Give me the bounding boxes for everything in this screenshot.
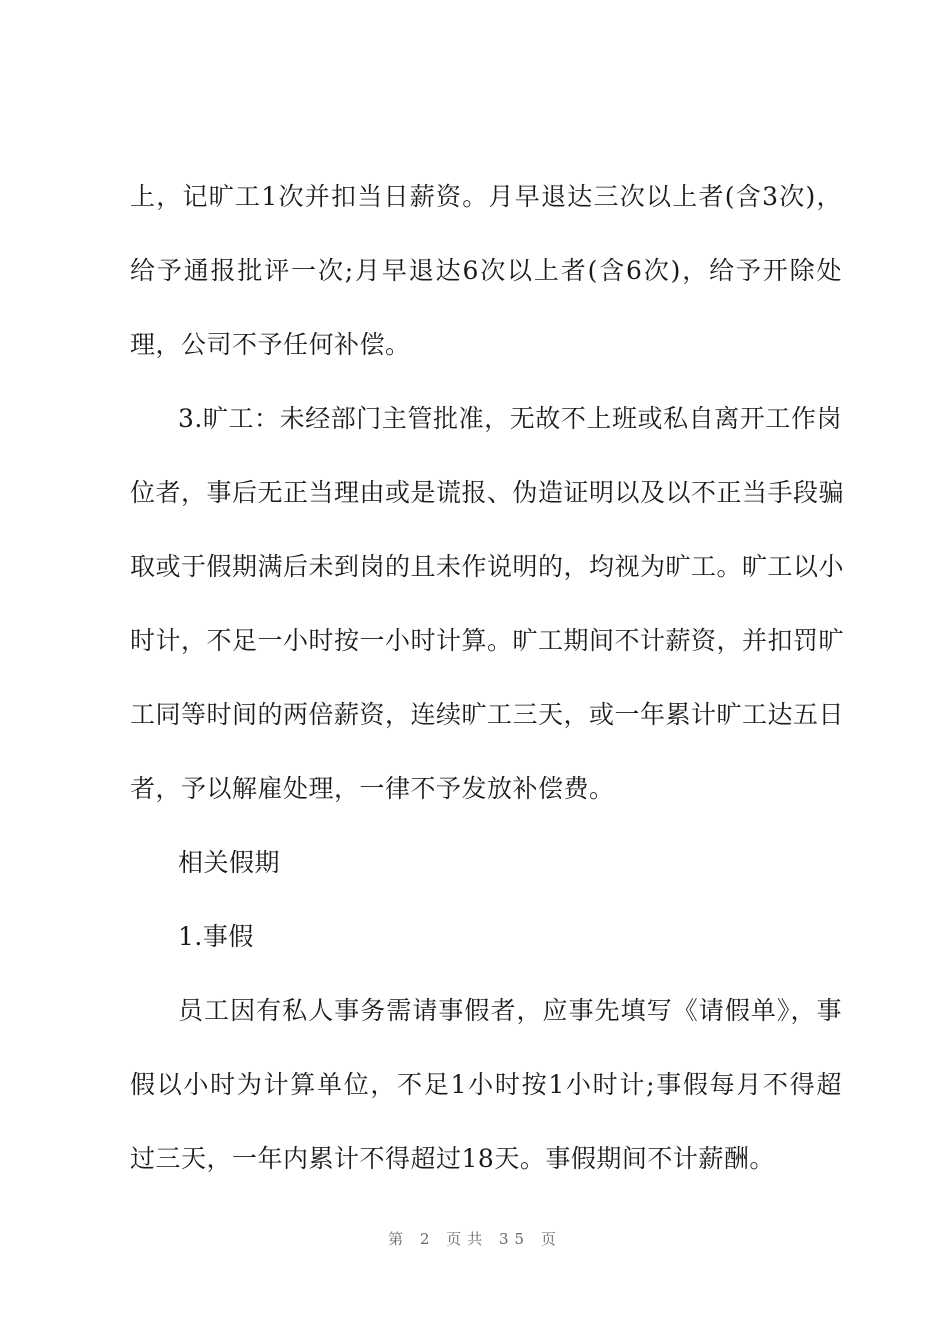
paragraph-line: 假以小时为计算单位，不足1小时按1小时计;事假每月不得超 (130, 1070, 842, 1099)
section-subheading: 1.事假 (178, 922, 254, 951)
paragraph-line: 3.旷工：未经部门主管批准，无故不上班或私自离开工作岗 (178, 404, 842, 433)
paragraph-line: 取或于假期满后未到岗的且未作说明的，均视为旷工。旷工以小 (130, 552, 845, 581)
paragraph-line: 上，记旷工1次并扣当日薪资。月早退达三次以上者(含3次)， (130, 182, 842, 211)
paragraph-line: 员工因有私人事务需请事假者，应事先填写《请假单》，事 (178, 996, 842, 1025)
paragraph-line: 过三天，一年内累计不得超过18天。事假期间不计薪酬。 (130, 1144, 775, 1173)
paragraph-line: 给予通报批评一次;月早退达6次以上者(含6次)，给予开除处 (130, 256, 842, 285)
paragraph-line: 者，予以解雇处理，一律不予发放补偿费。 (130, 774, 615, 803)
paragraph-line: 时计，不足一小时按一小时计算。旷工期间不计薪资，并扣罚旷 (130, 626, 845, 655)
paragraph-line: 位者，事后无正当理由或是谎报、伪造证明以及以不正当手段骗 (130, 478, 845, 507)
paragraph-line: 理，公司不予任何补偿。 (130, 330, 411, 359)
section-heading: 相关假期 (178, 848, 281, 877)
page-number-footer: 第 2 页共 35 页 (388, 1230, 562, 1248)
paragraph-line: 工同等时间的两倍薪资，连续旷工三天，或一年累计旷工达五日 (130, 700, 845, 729)
